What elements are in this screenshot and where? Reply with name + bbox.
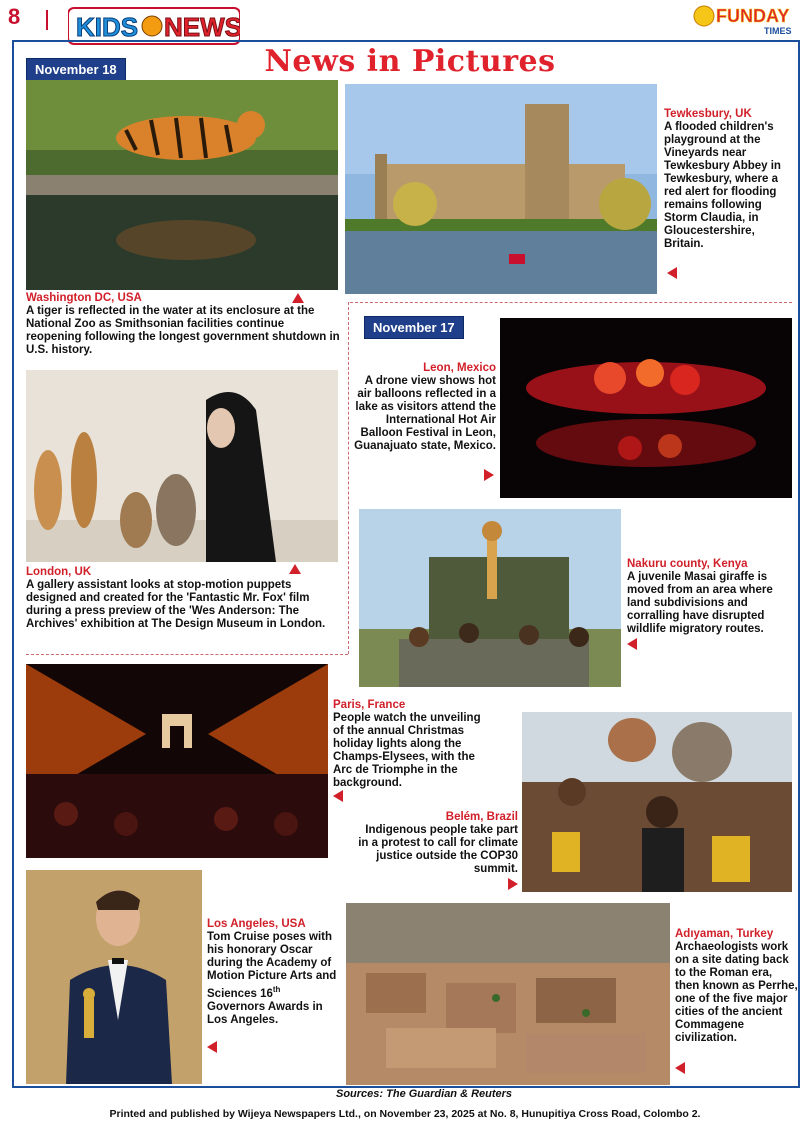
photo-giraffe-transport bbox=[359, 509, 621, 687]
publisher-footer: Printed and published by Wijeya Newspapers Ltd., on November 23, 2025 at No. 8, Hunupitiya Cross Road, Colombo 2. bbox=[109, 1108, 701, 1120]
arrow-left-icon bbox=[207, 1041, 217, 1053]
separator-line bbox=[348, 302, 349, 654]
story-caption: A juvenile Masai giraffe is moved from an area where land subdivisions and corralling have disrupted wildlife migratory routes. bbox=[627, 571, 773, 635]
story-location: Paris, France bbox=[333, 699, 406, 711]
svg-text:FUNDAY: FUNDAY bbox=[716, 6, 790, 26]
photo-tiger-reflection bbox=[26, 80, 338, 290]
arrow-right-icon bbox=[508, 878, 518, 890]
photo-flooded-abbey bbox=[345, 84, 657, 294]
photo-tom-cruise-oscar bbox=[26, 870, 202, 1084]
story-location: Tewkesbury, UK bbox=[664, 108, 752, 120]
story-location: Washington DC, USA bbox=[26, 292, 142, 304]
sources-credit: Sources: The Guardian & Reuters bbox=[336, 1088, 513, 1100]
photo-hot-air-balloons bbox=[500, 318, 792, 498]
photo-roman-excavation bbox=[346, 903, 670, 1085]
story-caption: Archaeologists work on a site dating back to the Roman era, then known as Perrhe, one of the five major cities of the ancient Commagene civilization. bbox=[675, 941, 798, 1044]
svg-text:KIDS: KIDS bbox=[76, 12, 139, 42]
story-caption: People watch the unveiling of the annual Christmas holiday lights along the Champs-Elysees, with the Arc de Triomphe in the background. bbox=[333, 712, 481, 789]
story-caption: A gallery assistant looks at stop-motion puppets designed and created for the 'Fantastic Mr. Fox' film during a press preview of the 'Wes Anderson: The Archives' exhibition at The Design Museum in London. bbox=[26, 579, 326, 630]
story-caption: A flooded children's playground at the Vineyards near Tewkesbury Abbey in Tewkesbury, where a red alert for flooding remains following Storm Claudia, in Gloucestershire, Britain. bbox=[664, 121, 781, 250]
photo-champs-elysees-lights bbox=[26, 664, 328, 858]
story-location: Nakuru county, Kenya bbox=[627, 558, 748, 570]
story-location: London, UK bbox=[26, 566, 92, 578]
arrow-right-icon bbox=[484, 469, 494, 481]
story-location: Belém, Brazil bbox=[445, 811, 518, 823]
story-caption: A drone view shows hot air balloons reflected in a lake as visitors attend the International Hot Air Balloon Festival in Leon, Guanajuato state, Mexico. bbox=[354, 375, 496, 452]
separator-line bbox=[26, 654, 348, 655]
story-location: Leon, Mexico bbox=[423, 362, 496, 374]
arrow-left-icon bbox=[627, 638, 637, 650]
page-title: News in Pictures bbox=[264, 44, 556, 79]
arrow-left-icon bbox=[667, 267, 677, 279]
funday-times-logo bbox=[690, 2, 802, 38]
story-caption: Indigenous people take part in a protest to call for climate justice outside the COP30 summit. bbox=[358, 824, 518, 875]
arrow-up-icon bbox=[292, 293, 304, 303]
story-location: Adıyaman, Turkey bbox=[675, 928, 774, 940]
separator-line bbox=[350, 302, 792, 303]
svg-text:NEWS: NEWS bbox=[164, 12, 240, 42]
story-caption: Tom Cruise poses with his honorary Oscar during the Academy of Motion Picture Arts and Sciences 16th Governors Awards in Los Angeles. bbox=[207, 931, 337, 1026]
arrow-up-icon bbox=[289, 564, 301, 574]
photo-stop-motion-puppets bbox=[26, 370, 338, 562]
page-number: 8 bbox=[8, 4, 21, 29]
story-caption: A tiger is reflected in the water at its enclosure at the National Zoo as Smithsonian facilities continue reopening following the longest government shutdown in U.S. history. bbox=[26, 305, 340, 356]
arrow-left-icon bbox=[333, 790, 343, 802]
page-number-divider bbox=[46, 10, 48, 30]
date-tag-nov17: November 17 bbox=[364, 316, 464, 339]
story-location: Los Angeles, USA bbox=[207, 918, 306, 930]
date-tag-nov18: November 18 bbox=[26, 58, 126, 81]
arrow-left-icon bbox=[675, 1062, 685, 1074]
svg-text:TIMES: TIMES bbox=[764, 26, 792, 36]
photo-indigenous-protest bbox=[522, 712, 792, 892]
